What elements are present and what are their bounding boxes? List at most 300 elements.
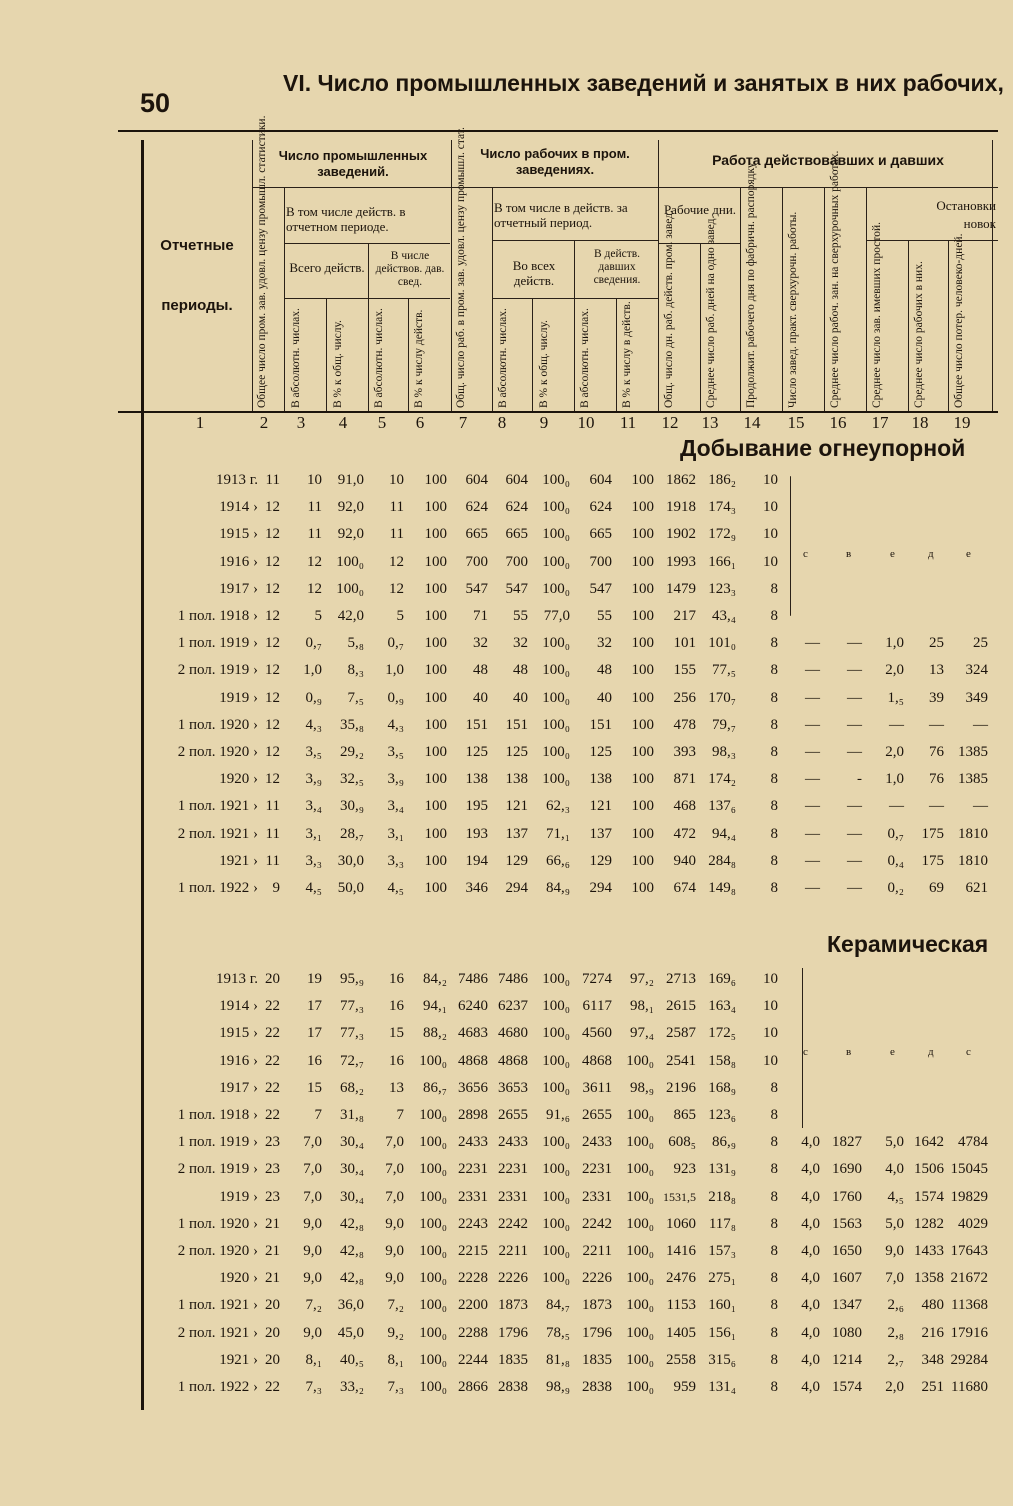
table-cell: 7,₃: [305, 1379, 322, 1395]
col6-header: В % к числу действ.: [413, 309, 425, 408]
table-cell: 2200: [458, 1297, 488, 1314]
table-cell: 121: [505, 798, 528, 815]
table-cell: 2228: [458, 1270, 488, 1287]
table-cell: 12: [389, 580, 404, 597]
table-cell: 4,0: [801, 1379, 820, 1395]
header-rule-3d: [866, 240, 998, 241]
table-cell: 100₀: [419, 1270, 447, 1287]
table-cell: 865: [673, 1107, 696, 1123]
table-cell: 29284: [950, 1351, 988, 1368]
absent-data-letter: е: [966, 548, 971, 560]
vline-19: [992, 140, 993, 411]
table-cell: 15: [307, 1079, 322, 1096]
table-cell: [862, 1048, 904, 1075]
period-label: 1920 ›: [219, 771, 258, 788]
table-cell: 100₀: [626, 1243, 654, 1259]
table-cell: [946, 494, 988, 521]
table-cell: 100₀: [419, 1188, 447, 1205]
table-cell: 17: [307, 998, 322, 1015]
table-cell: 15045: [950, 1161, 988, 1178]
table-cell: 3611: [582, 1079, 612, 1096]
table-cell: 43,₄: [712, 608, 736, 624]
col19-header: Общее число потер. человеко-дней.: [953, 233, 965, 408]
table-cell: 8: [770, 1243, 778, 1259]
table-cell: 604: [465, 472, 488, 488]
table-cell: 4,0: [801, 1270, 820, 1287]
table-cell: 2,0: [885, 744, 904, 760]
table-cell: 0,₄: [887, 852, 904, 869]
table-cell: [862, 603, 904, 630]
table-cell: 100₀: [542, 1079, 570, 1096]
table-cell: 4,0: [801, 1351, 820, 1368]
table-cell: 42,0: [337, 608, 364, 624]
table-cell: 4,₅: [387, 880, 404, 896]
table-cell: 3,₉: [387, 771, 404, 788]
vline-3: [326, 298, 327, 411]
table-cell: [862, 549, 904, 576]
table-cell: [778, 966, 820, 993]
table-cell: 100₀: [626, 1351, 654, 1368]
table-cell: 100₀: [419, 1297, 447, 1314]
table-cell: 216: [921, 1324, 944, 1341]
table-cell: 40,₅: [340, 1351, 364, 1368]
table-cell: —: [805, 716, 820, 733]
table-cell: 36,0: [337, 1297, 364, 1314]
table-cell: 86,₉: [712, 1134, 736, 1151]
table-cell: 195: [465, 798, 488, 815]
table-cell: 100: [424, 880, 447, 896]
period-label: 1 пол. 1921 ›: [177, 798, 258, 815]
table-cell: 0,₇: [887, 825, 904, 842]
column-number: 5: [377, 413, 387, 432]
table-cell: 77,₃: [340, 998, 364, 1015]
table-cell: 10: [763, 1052, 778, 1069]
table-cell: 4,0: [801, 1215, 820, 1232]
table-cell: 21672: [950, 1270, 988, 1287]
table-cell: 12: [265, 499, 280, 516]
table-cell: —: [973, 798, 988, 815]
table-cell: 163₄: [708, 998, 736, 1015]
table-cell: 8: [770, 880, 778, 896]
table-cell: 12: [265, 744, 280, 760]
table-cell: 79,₇: [712, 716, 736, 733]
table-cell: 100₀: [542, 472, 570, 488]
table-cell: 20: [265, 971, 280, 987]
table-cell: 12: [265, 689, 280, 706]
table-cell: 97,₄: [630, 1025, 654, 1042]
table-row: [0, 1075, 1013, 1102]
table-cell: 665: [505, 526, 528, 543]
table-cell: 700: [465, 553, 488, 570]
table-cell: 71,₁: [546, 825, 570, 842]
table-cell: 91,₆: [546, 1107, 570, 1123]
table-cell: 7486: [458, 971, 488, 987]
table-cell: 1,0: [303, 662, 322, 679]
table-cell: 8: [770, 1270, 778, 1287]
table-cell: [902, 1075, 944, 1102]
table-row: [0, 993, 1013, 1020]
table-row: [0, 494, 1013, 521]
column-number: 18: [911, 413, 929, 432]
table-row: [0, 603, 1013, 630]
table-cell: 149₈: [708, 880, 736, 896]
table-cell: 4,₅: [887, 1188, 904, 1205]
header-rule-2b: [492, 240, 658, 241]
table-cell: 40: [473, 689, 488, 706]
col10-header: В абсолютн. числах.: [579, 308, 591, 408]
table-cell: 100: [424, 580, 447, 597]
table-cell: —: [889, 798, 904, 815]
table-cell: 1827: [832, 1134, 862, 1151]
table-cell: 1873: [498, 1297, 528, 1314]
table-cell: [862, 576, 904, 603]
table-cell: 8: [770, 1379, 778, 1395]
column-number: 9: [539, 413, 549, 432]
period-label: 1915 ›: [219, 1025, 258, 1042]
table-cell: —: [805, 744, 820, 760]
table-cell: 40: [513, 689, 528, 706]
table-cell: 2476: [666, 1270, 696, 1287]
table-cell: 2587: [666, 1025, 696, 1042]
table-cell: 94,₁: [423, 998, 447, 1015]
table-cell: —: [805, 635, 820, 652]
table-cell: 69: [929, 880, 944, 896]
header-rule-2a: [284, 243, 450, 244]
table-cell: 480: [921, 1297, 944, 1314]
table-cell: 547: [589, 580, 612, 597]
table-cell: 16: [389, 971, 404, 987]
table-cell: 22: [265, 1052, 280, 1069]
table-cell: 4,0: [801, 1161, 820, 1178]
table-cell: 100: [424, 825, 447, 842]
table-cell: 100₀: [626, 1324, 654, 1341]
table-cell: 5,0: [885, 1215, 904, 1232]
table-cell: 315₆: [708, 1351, 736, 1368]
table-cell: 11680: [951, 1379, 988, 1395]
table-cell: 12: [265, 580, 280, 597]
table-cell: 45,0: [337, 1324, 364, 1341]
table-cell: 7,₅: [347, 689, 364, 706]
table-cell: 100₀: [542, 1161, 570, 1178]
column-number: 4: [338, 413, 348, 432]
table-cell: 100₀: [542, 580, 570, 597]
table-cell: 20: [265, 1297, 280, 1314]
table-cell: 9: [272, 880, 280, 896]
table-cell: 9,0: [385, 1270, 404, 1287]
table-cell: 4,0: [801, 1188, 820, 1205]
table-cell: 1918: [666, 499, 696, 516]
table-cell: 3653: [498, 1079, 528, 1096]
table-cell: 1862: [666, 472, 696, 488]
page-title: VI. Число промышленных заведений и занятых в них рабочих,: [283, 70, 1004, 96]
table-cell: 8: [770, 1161, 778, 1178]
table-cell: 9,0: [303, 1215, 322, 1232]
period-label: 1919 ›: [219, 1188, 258, 1205]
table-cell: [902, 1020, 944, 1047]
table-cell: 1506: [914, 1161, 944, 1178]
table-cell: [820, 1075, 862, 1102]
table-cell: 100₀: [419, 1324, 447, 1341]
all-active-header: Всего действ.: [289, 260, 365, 275]
table-cell: 5,0: [885, 1134, 904, 1151]
table-cell: —: [805, 771, 820, 788]
table-cell: 2838: [582, 1379, 612, 1395]
col-total-workers-header: Общ. число раб. в пром. зав. удовл. цензу промышл. стат.: [455, 127, 467, 408]
table-cell: 100₀: [542, 744, 570, 760]
table-cell: 624: [505, 499, 528, 516]
table-cell: 9,0: [385, 1215, 404, 1232]
table-cell: 1416: [666, 1243, 696, 1259]
reporting-active-header: В числе действов. дав. свед.: [375, 250, 445, 288]
table-cell: 98,₉: [546, 1379, 570, 1395]
table-cell: 10: [763, 998, 778, 1015]
table-cell: 7: [396, 1107, 404, 1123]
table-cell: 81,₈: [546, 1351, 570, 1368]
table-cell: [902, 993, 944, 1020]
column-number: 15: [787, 413, 805, 432]
table-cell: 100: [631, 825, 654, 842]
table-cell: 12: [389, 553, 404, 570]
table-cell: 9,0: [303, 1270, 322, 1287]
table-cell: 2,₇: [887, 1351, 904, 1368]
absent-data-letter: д: [928, 548, 934, 560]
table-cell: —: [929, 798, 944, 815]
col-total-enterprises-header: Общее число пром. зав. удовл. цензу промышл. статистики.: [256, 115, 268, 408]
table-cell: [820, 549, 862, 576]
table-cell: 3,₄: [387, 798, 404, 815]
column-number: 11: [619, 413, 637, 432]
table-cell: 100₀: [336, 553, 364, 570]
table-cell: 194: [465, 852, 488, 869]
table-cell: 4,0: [885, 1161, 904, 1178]
table-cell: 137: [505, 825, 528, 842]
vline-6: [451, 140, 452, 411]
table-cell: —: [929, 716, 944, 733]
table-cell: 98,₃: [712, 744, 736, 760]
col4-header: В % к общ. числу.: [332, 320, 344, 408]
table-cell: 121: [589, 798, 612, 815]
stub-header-line1: Отчетные: [160, 237, 234, 254]
table-cell: 40: [597, 689, 612, 706]
table-cell: 169₆: [708, 971, 736, 987]
table-cell: 131₉: [708, 1161, 736, 1178]
table-cell: 4683: [458, 1025, 488, 1042]
table-cell: 8: [770, 635, 778, 652]
table-cell: 78,₅: [546, 1324, 570, 1341]
table-cell: 84,₇: [546, 1297, 570, 1314]
column-number: 14: [743, 413, 761, 432]
table-cell: 170₇: [708, 689, 736, 706]
period-label: 1 пол. 1921 ›: [177, 1297, 258, 1314]
table-cell: 8: [770, 608, 778, 624]
table-cell: [946, 1102, 988, 1129]
table-cell: 8: [770, 1107, 778, 1123]
table-cell: 8: [770, 825, 778, 842]
table-cell: 7,₃: [387, 1379, 404, 1395]
table-cell: —: [805, 689, 820, 706]
table-cell: 48: [513, 662, 528, 679]
table-cell: 393: [673, 744, 696, 760]
table-cell: 7,0: [385, 1134, 404, 1151]
absent-data-letter: с: [803, 548, 808, 560]
table-cell: 100: [631, 689, 654, 706]
table-cell: [902, 549, 944, 576]
table-cell: 1385: [958, 771, 988, 788]
col16-header: Среднее число рабоч. зан. на сверхурочных работах.: [829, 150, 841, 408]
table-row: [0, 467, 1013, 494]
table-cell: 7,0: [885, 1270, 904, 1287]
table-cell: [946, 1075, 988, 1102]
table-cell: 8: [770, 1188, 778, 1205]
table-cell: 11: [265, 852, 280, 869]
table-cell: 2433: [582, 1134, 612, 1151]
table-cell: 25: [929, 635, 944, 652]
table-cell: 55: [597, 608, 612, 624]
table-cell: 3656: [458, 1079, 488, 1096]
table-cell: 1433: [914, 1243, 944, 1259]
table-cell: 2331: [498, 1188, 528, 1205]
table-cell: [820, 993, 862, 1020]
table-row: [0, 1156, 1013, 1183]
table-cell: 138: [465, 771, 488, 788]
table-row: [0, 657, 1013, 684]
table-cell: 2655: [582, 1107, 612, 1123]
table-cell: 9,0: [885, 1243, 904, 1259]
table-cell: 1,₅: [887, 689, 904, 706]
table-cell: 5: [396, 608, 404, 624]
period-label: 1 пол. 1922 ›: [177, 880, 258, 896]
table-cell: 2558: [666, 1351, 696, 1368]
column-number: 16: [829, 413, 847, 432]
vline-13: [740, 187, 741, 411]
table-cell: 1347: [832, 1297, 862, 1314]
table-cell: [820, 966, 862, 993]
table-cell: 12: [265, 662, 280, 679]
table-cell: 15: [389, 1025, 404, 1042]
table-cell: 22: [265, 1379, 280, 1395]
table-cell: 1810: [958, 852, 988, 869]
table-cell: 1574: [914, 1188, 944, 1205]
table-row: [0, 630, 1013, 657]
col17-header: Среднее число зав. имевших простой.: [871, 222, 883, 408]
header-rule-3a: [284, 298, 450, 299]
table-cell: 3,₅: [387, 744, 404, 760]
table-cell: 1810: [958, 825, 988, 842]
table-cell: 131₄: [708, 1379, 736, 1395]
table-cell: 22: [265, 998, 280, 1015]
table-cell: 4680: [498, 1025, 528, 1042]
table-cell: 346: [465, 880, 488, 896]
table-cell: 1405: [666, 1324, 696, 1341]
table-cell: 100: [631, 798, 654, 815]
table-cell: 151: [589, 716, 612, 733]
table-cell: 3,₃: [387, 852, 404, 869]
table-cell: [778, 603, 820, 630]
table-cell: 3,₁: [387, 825, 404, 842]
table-cell: 100₀: [336, 580, 364, 597]
table-row: [0, 1374, 1013, 1401]
table-cell: 1,0: [885, 771, 904, 788]
table-cell: 700: [589, 553, 612, 570]
period-label: 2 пол. 1921 ›: [177, 1324, 258, 1341]
table-cell: 547: [465, 580, 488, 597]
table-cell: —: [805, 880, 820, 896]
table-cell: [820, 1102, 862, 1129]
table-cell: 8: [770, 852, 778, 869]
table-cell: 10: [389, 472, 404, 488]
table-cell: 217: [673, 608, 696, 624]
col8-header: В абсолютн. числах.: [497, 308, 509, 408]
table-cell: 2231: [582, 1161, 612, 1178]
table-cell: 624: [465, 499, 488, 516]
table-cell: 275₁: [708, 1270, 736, 1287]
table-cell: [946, 603, 988, 630]
column-number: 8: [497, 413, 507, 432]
column-number: 2: [259, 413, 269, 432]
table-cell: 100: [424, 852, 447, 869]
table-cell: 7,0: [385, 1161, 404, 1178]
absent-data-letter: в: [846, 548, 852, 560]
col18-header: Среднее число рабочих в них.: [913, 261, 925, 408]
table-cell: [820, 494, 862, 521]
table-cell: 100₀: [542, 689, 570, 706]
table-cell: 8: [770, 744, 778, 760]
table-cell: 175: [921, 825, 944, 842]
period-label: 2 пол. 1919 ›: [177, 1161, 258, 1178]
table-cell: [820, 1048, 862, 1075]
period-label: 1916 ›: [219, 553, 258, 570]
table-cell: 940: [673, 852, 696, 869]
table-cell: 10: [763, 472, 778, 488]
table-cell: 157₃: [708, 1243, 736, 1259]
col9-header: В % к общ. числу.: [538, 320, 550, 408]
table-cell: 125: [589, 744, 612, 760]
table-cell: 94,₄: [712, 825, 736, 842]
table-cell: 129: [505, 852, 528, 869]
absent-data-letter: с: [803, 1046, 808, 1058]
table-cell: -: [857, 771, 862, 788]
table-cell: 4,0: [801, 1324, 820, 1341]
period-label: 1920 ›: [219, 1270, 258, 1287]
table-cell: 1,0: [385, 662, 404, 679]
table-cell: 1760: [832, 1188, 862, 1205]
table-cell: 11: [265, 825, 280, 842]
table-cell: 3,₁: [305, 825, 322, 842]
table-cell: [946, 521, 988, 548]
table-cell: 100: [631, 771, 654, 788]
table-cell: 100₀: [542, 971, 570, 987]
table-cell: 8: [770, 1134, 778, 1151]
table-cell: 100₀: [542, 1270, 570, 1287]
table-cell: 7,0: [303, 1134, 322, 1151]
table-cell: 100₀: [542, 1243, 570, 1259]
table-cell: 1993: [666, 553, 696, 570]
table-cell: 22: [265, 1107, 280, 1123]
table-cell: 100: [424, 499, 447, 516]
period-label: 1 пол. 1922 ›: [177, 1379, 258, 1395]
table-cell: 1214: [832, 1351, 862, 1368]
table-cell: 1796: [498, 1324, 528, 1341]
period-label: 1 пол. 1919 ›: [177, 635, 258, 652]
table-cell: [902, 1048, 944, 1075]
table-cell: 8: [770, 1324, 778, 1341]
vline-9: [574, 240, 575, 411]
group-enterprises-header: Число промышленных заведений.: [278, 148, 428, 179]
table-cell: 12: [265, 635, 280, 652]
absent-data-letter: с: [966, 1046, 971, 1058]
table-cell: 151: [505, 716, 528, 733]
vline-14: [782, 187, 783, 411]
